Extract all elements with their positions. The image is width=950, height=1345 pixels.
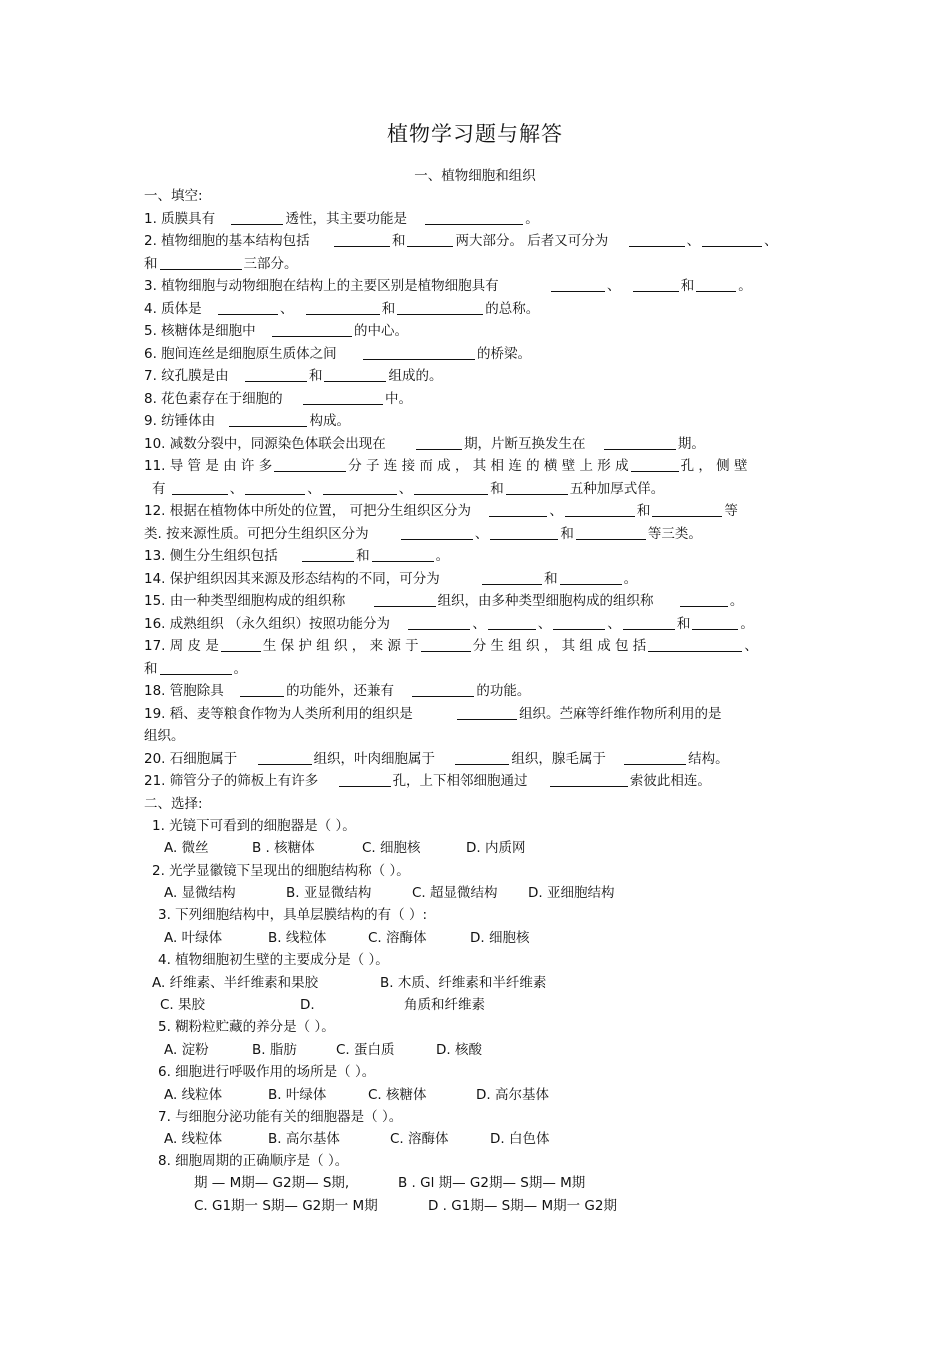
question-6: 6. 胞间连丝是细胞原生质体之间 的桥梁。 (144, 346, 531, 362)
blank (245, 368, 307, 382)
blank (231, 211, 283, 225)
question-13: 13. 侧生分生组织包括 和 。 (144, 548, 450, 564)
choice-options-6: A. 线粒体 B. 叶绿体 C. 核糖体 D. 高尔基体 (164, 1087, 549, 1103)
blank (372, 548, 434, 562)
blank (696, 278, 736, 292)
question-14: 14. 保护组织因其来源及形态结构的不同，可分为 和 。 (144, 571, 638, 587)
blank (631, 458, 679, 472)
blank (633, 278, 679, 292)
blank (482, 571, 542, 585)
blank (576, 526, 646, 540)
blank (339, 773, 391, 787)
choice-question-8: 8. 细胞周期的正确顺序是（ ）。 (158, 1153, 349, 1169)
blank (560, 571, 622, 585)
blank (624, 751, 686, 765)
blank (240, 683, 284, 697)
question-10: 10. 减数分裂中，同源染色体联会出现在 期，片断互换发生在 期。 (144, 436, 705, 452)
blank (414, 481, 488, 495)
blank (160, 256, 242, 270)
question-11-cont: 有 、 、 、 和 五种加厚式佯。 (152, 481, 665, 497)
question-2-cont: 和 三部分。 (144, 256, 298, 272)
choice-heading: 二、选择: (144, 796, 203, 812)
choice-question-3: 3. 下列细胞结构中，具单层膜结构的有（ ）: (158, 907, 428, 923)
section-title: 一、植物细胞和组织 (414, 168, 536, 184)
choice-question-4: 4. 植物细胞初生壁的主要成分是（ ）。 (158, 952, 389, 968)
blank (490, 526, 558, 540)
blank (258, 751, 312, 765)
blank (623, 616, 675, 630)
fill-heading: 一、填空: (144, 188, 203, 204)
blank (553, 616, 605, 630)
question-21: 21. 筛管分子的筛板上有许多 孔，上下相邻细胞通过 索彼此相连。 (144, 773, 711, 789)
blank (551, 278, 605, 292)
blank (457, 706, 517, 720)
blank (274, 458, 346, 472)
question-16: 16. 成熟组织 （永久组织）按照功能分为 、 、 、 和 。 (144, 616, 754, 632)
blank (397, 301, 483, 315)
choice-options-1: A. 微丝 B . 核糖体 C. 细胞核 D. 内质网 (164, 840, 526, 856)
choice-question-2: 2. 光学显徽镜下呈现出的细胞结构称（ ）。 (152, 863, 410, 879)
blank (218, 301, 278, 315)
question-12-cont: 类. 按来源性质。可把分生组织区分为 、 和 等三类。 (144, 526, 702, 542)
blank (629, 233, 685, 247)
question-19-cont: 组织。 (144, 728, 185, 744)
choice-options-8b: C. G1期一 S期— G2期一 M期 D . G1期— S期— M期一 G2期 (194, 1198, 617, 1214)
question-17-cont: 和 。 (144, 661, 247, 677)
blank (363, 346, 475, 360)
question-1: 1. 质膜具有 透性，其主要功能是 。 (144, 211, 539, 227)
blank (604, 436, 676, 450)
blank (172, 481, 228, 495)
blank (506, 481, 568, 495)
blank (221, 638, 261, 652)
blank (408, 616, 470, 630)
question-9: 9. 纺锤体由 构成。 (144, 413, 350, 429)
choice-question-6: 6. 细胞进行呼吸作用的场所是（ ）。 (158, 1064, 376, 1080)
blank (160, 661, 232, 675)
blank (334, 233, 390, 247)
blank (425, 211, 523, 225)
blank (416, 436, 462, 450)
question-3: 3. 植物细胞与动物细胞在结构上的主要区别是植物细胞具有 、 和 。 (144, 278, 752, 294)
blank (455, 751, 509, 765)
question-8: 8. 花色素存在于细胞的 中。 (144, 391, 412, 407)
question-12: 12. 根据在植物体中所处的位置， 可把分生组织区分为 、 和 等 (144, 503, 738, 519)
choice-question-7: 7. 与细胞分泌功能有关的细胞器是（ ）。 (158, 1109, 403, 1125)
choice-question-5: 5. 糊粉粒贮藏的养分是（ ）。 (158, 1019, 335, 1035)
question-2: 2. 植物细胞的基本结构包括 和 两大部分。 后者又可分为 、 、 (144, 233, 778, 249)
blank (412, 683, 474, 697)
blank (245, 481, 305, 495)
blank (421, 638, 471, 652)
question-18: 18. 管胞除具 的功能外，还兼有 的功能。 (144, 683, 531, 699)
blank (374, 593, 436, 607)
question-15: 15. 由一种类型细胞构成的组织称 组织，由多种类型细胞构成的组织称 。 (144, 593, 744, 609)
choice-options-3: A. 叶绿体 B. 线粒体 C. 溶酶体 D. 细胞核 (164, 930, 530, 946)
choice-options-4: A. 纤维素、半纤维素和果胶 B. 木质、纤维素和半纤维素 (152, 975, 547, 991)
question-7: 7. 纹孔膜是由 和 组成的。 (144, 368, 443, 384)
blank (702, 233, 762, 247)
blank (489, 503, 547, 517)
blank (648, 638, 742, 652)
page-title: 植物学习题与解答 (387, 122, 563, 146)
blank (229, 413, 307, 427)
blank (565, 503, 635, 517)
choice-options-7: A. 线粒体 B. 高尔基体 C. 溶酶体 D. 白色体 (164, 1131, 550, 1147)
blank (488, 616, 536, 630)
blank (324, 368, 386, 382)
blank (302, 548, 354, 562)
choice-options-4b: C. 果胶 D. 角质和纤维素 (160, 997, 485, 1013)
question-5: 5. 核糖体是细胞中 的中心。 (144, 323, 408, 339)
choice-options-8: 期 — M期— G2期— S期, B . Gl 期— G2期— S期— M期 (194, 1175, 586, 1191)
choice-options-5: A. 淀粉 B. 脂肪 C. 蛋白质 D. 核酸 (164, 1042, 482, 1058)
question-17: 17. 周 皮 是 生 保 护 组 织 ， 来 源 于 分 生 组 织 ， 其 组 成 包 括 、 (144, 638, 758, 654)
question-19: 19. 稻、麦等粮食作物为人类所利用的组织是 组织。苎麻等纤维作物所利用的是 (144, 706, 722, 722)
blank (303, 391, 383, 405)
blank (306, 301, 380, 315)
blank (407, 233, 453, 247)
blank (550, 773, 628, 787)
blank (323, 481, 397, 495)
choice-options-2: A. 显微结构 B. 亚显微结构 C. 超显微结构 D. 亚细胞结构 (164, 885, 615, 901)
blank (652, 503, 722, 517)
blank (680, 593, 728, 607)
blank (692, 616, 738, 630)
blank (401, 526, 473, 540)
question-20: 20. 石细胞属于 组织，叶肉细胞属于 组织，腺毛属于 结构。 (144, 751, 729, 767)
choice-question-1: 1. 光镜下可看到的细胞器是（ ）。 (152, 818, 356, 834)
question-4: 4. 质体是 、 和 的总称。 (144, 301, 540, 317)
question-11: 11. 导 管 是 由 许 多 分 子 连 接 而 成 ， 其 相 连 的 横 壁 上 形 成 孔 ， 侧 壁 (144, 458, 748, 474)
blank (272, 323, 352, 337)
